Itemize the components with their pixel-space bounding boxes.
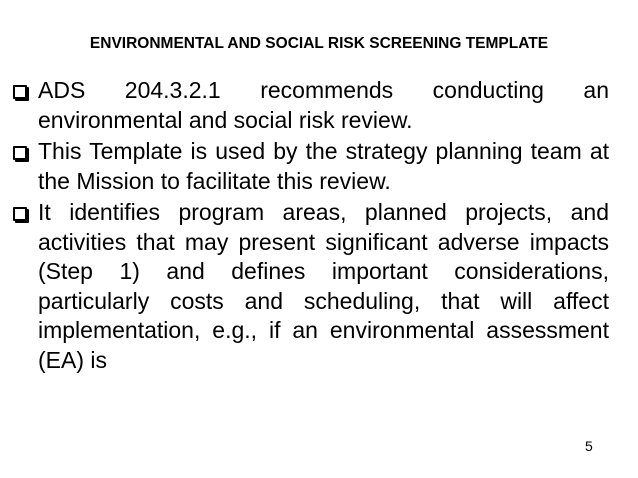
bullet-item	[11, 198, 609, 375]
bullet-item	[11, 76, 609, 135]
bullet-list	[11, 76, 609, 375]
bullet-text: This Template is used by the strategy planning team at the Mission to facilitate this review.	[38, 138, 609, 194]
slide-title: ENVIRONMENTAL AND SOCIAL RISK SCREENING TEMPLATE	[89, 35, 549, 52]
square-bullet-icon	[13, 207, 27, 221]
square-bullet-icon	[13, 146, 27, 160]
bullet-text: ADS 204.3.2.1 recommends conducting an environmental and social risk review.	[38, 77, 609, 133]
page-number: 5	[585, 438, 593, 454]
bullet-item	[11, 137, 609, 196]
square-bullet-icon	[13, 85, 27, 99]
bullet-text: It identifies program areas, planned projects, and activities that may present significant adverse impacts (Step 1) and defines important considerations, particularly costs and scheduling, that will affect implementation, e.g., if an environmental assessment (EA) is	[38, 199, 609, 373]
